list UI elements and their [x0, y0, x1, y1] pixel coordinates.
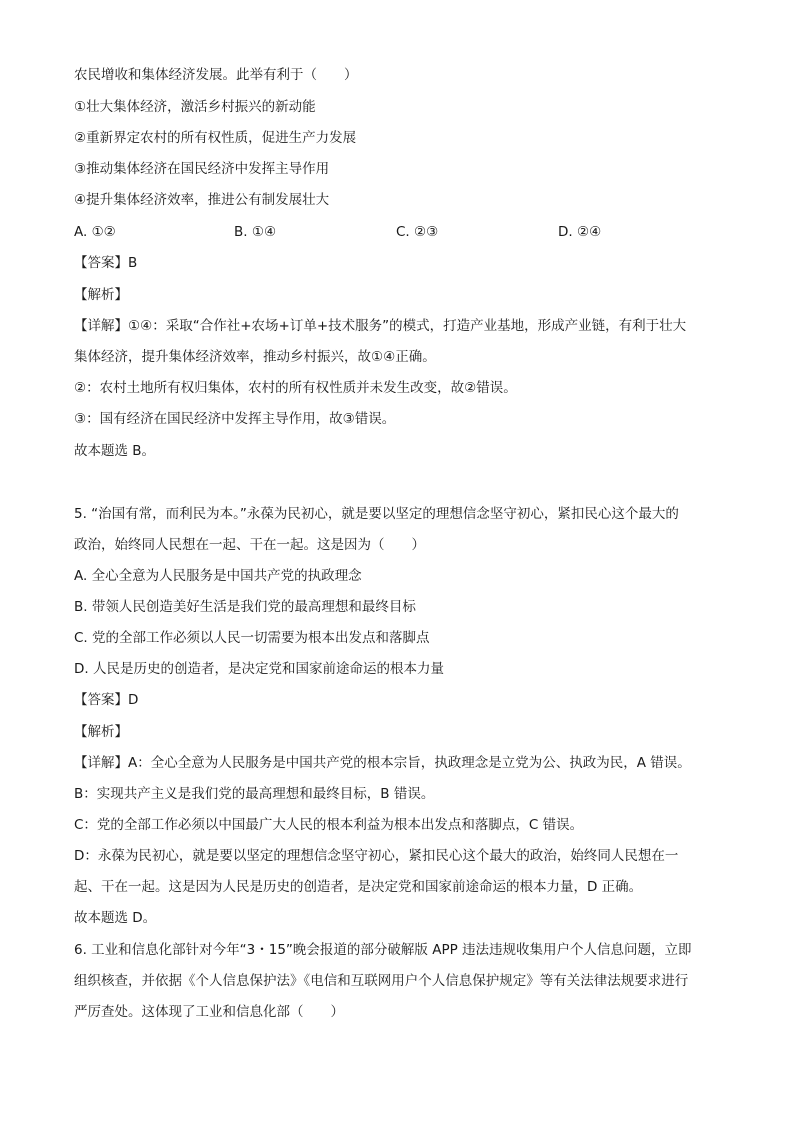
q5-detail-line-1: 【详解】A：全心全意为人民服务是中国共产党的根本宗旨，执政理念是立党为公、执政为民，A 错误。 [74, 755, 691, 771]
q4-option-c: C. ②③ [396, 224, 439, 240]
q5-detail-line-3: C：党的全部工作必须以中国最广大人民的根本利益为根本出发点和落脚点，C 错误。 [74, 817, 584, 833]
q5-stem-line-1: 5. “治国有常，而利民为本。”永葆为民初心，就是要以坚定的理想信念坚守初心，紧扣民心这个最大的 [74, 506, 679, 522]
q5-option-c: C. 党的全部工作必须以人民一切需要为根本出发点和落脚点 [74, 630, 430, 646]
q4-option-b: B. ①④ [234, 224, 277, 240]
q5-conclusion: 故本题选 D。 [74, 910, 157, 926]
q5-analysis-label: 【解析】 [74, 724, 128, 740]
q4-analysis-label: 【解析】 [74, 287, 128, 303]
q4-item-4: ④提升集体经济效率，推进公有制发展壮大 [74, 192, 330, 208]
q5-detail-line-4: D：永葆为民初心，就是要以坚定的理想信念坚守初心，紧扣民心这个最大的政治，始终同人民想在一 [74, 848, 679, 864]
q4-detail-line-2: 集体经济，提升集体经济效率，推动乡村振兴，故①④正确。 [74, 349, 436, 365]
q5-option-b: B. 带领人民创造美好生活是我们党的最高理想和最终目标 [74, 599, 416, 615]
q4-item-2: ②重新界定农村的所有权性质，促进生产力发展 [74, 130, 357, 146]
q4-detail-line-1: 【详解】①④：采取“合作社+农场+订单+技术服务”的模式，打造产业基地，形成产业链，有利于壮大 [74, 318, 687, 334]
q6-stem-line-3: 严厉查处。这体现了工业和信息化部（ ） [74, 1004, 344, 1020]
q6-stem-line-2: 组织核查，并依据《个人信息保护法》《电信和互联网用户个人信息保护规定》等有关法律法规要求进行 [74, 973, 689, 989]
q5-detail-line-2: B：实现共产主义是我们党的最高理想和最终目标，B 错误。 [74, 786, 435, 802]
q6-stem-line-1: 6. 工业和信息化部针对今年“3・15”晚会报道的部分破解版 APP 违法违规收集用户个人信息问题，立即 [74, 942, 692, 958]
q4-option-d: D. ②④ [558, 224, 602, 240]
q5-option-a: A. 全心全意为人民服务是中国共产党的执政理念 [74, 568, 362, 584]
q5-answer: 【答案】D [74, 692, 139, 708]
q4-detail-line-4: ③：国有经济在国民经济中发挥主导作用，故③错误。 [74, 411, 396, 427]
q4-answer: 【答案】B [74, 255, 138, 271]
q4-item-3: ③推动集体经济在国民经济中发挥主导作用 [74, 161, 330, 177]
q4-option-a: A. ①② [74, 224, 116, 240]
q5-stem-line-2: 政治，始终同人民想在一起、干在一起。这是因为（ ） [74, 537, 425, 553]
q5-detail-line-5: 起、干在一起。这是因为人民是历史的创造者，是决定党和国家前途命运的根本力量，D 正确。 [74, 879, 643, 895]
q4-item-1: ①壮大集体经济，激活乡村振兴的新动能 [74, 99, 316, 115]
q4-conclusion: 故本题选 B。 [74, 443, 156, 459]
q5-option-d: D. 人民是历史的创造者，是决定党和国家前途命运的根本力量 [74, 661, 444, 677]
q4-stem-tail: 农民增收和集体经济发展。此举有利于（ ） [74, 67, 358, 83]
q4-detail-line-3: ②：农村土地所有权归集体，农村的所有权性质并未发生改变，故②错误。 [74, 380, 517, 396]
